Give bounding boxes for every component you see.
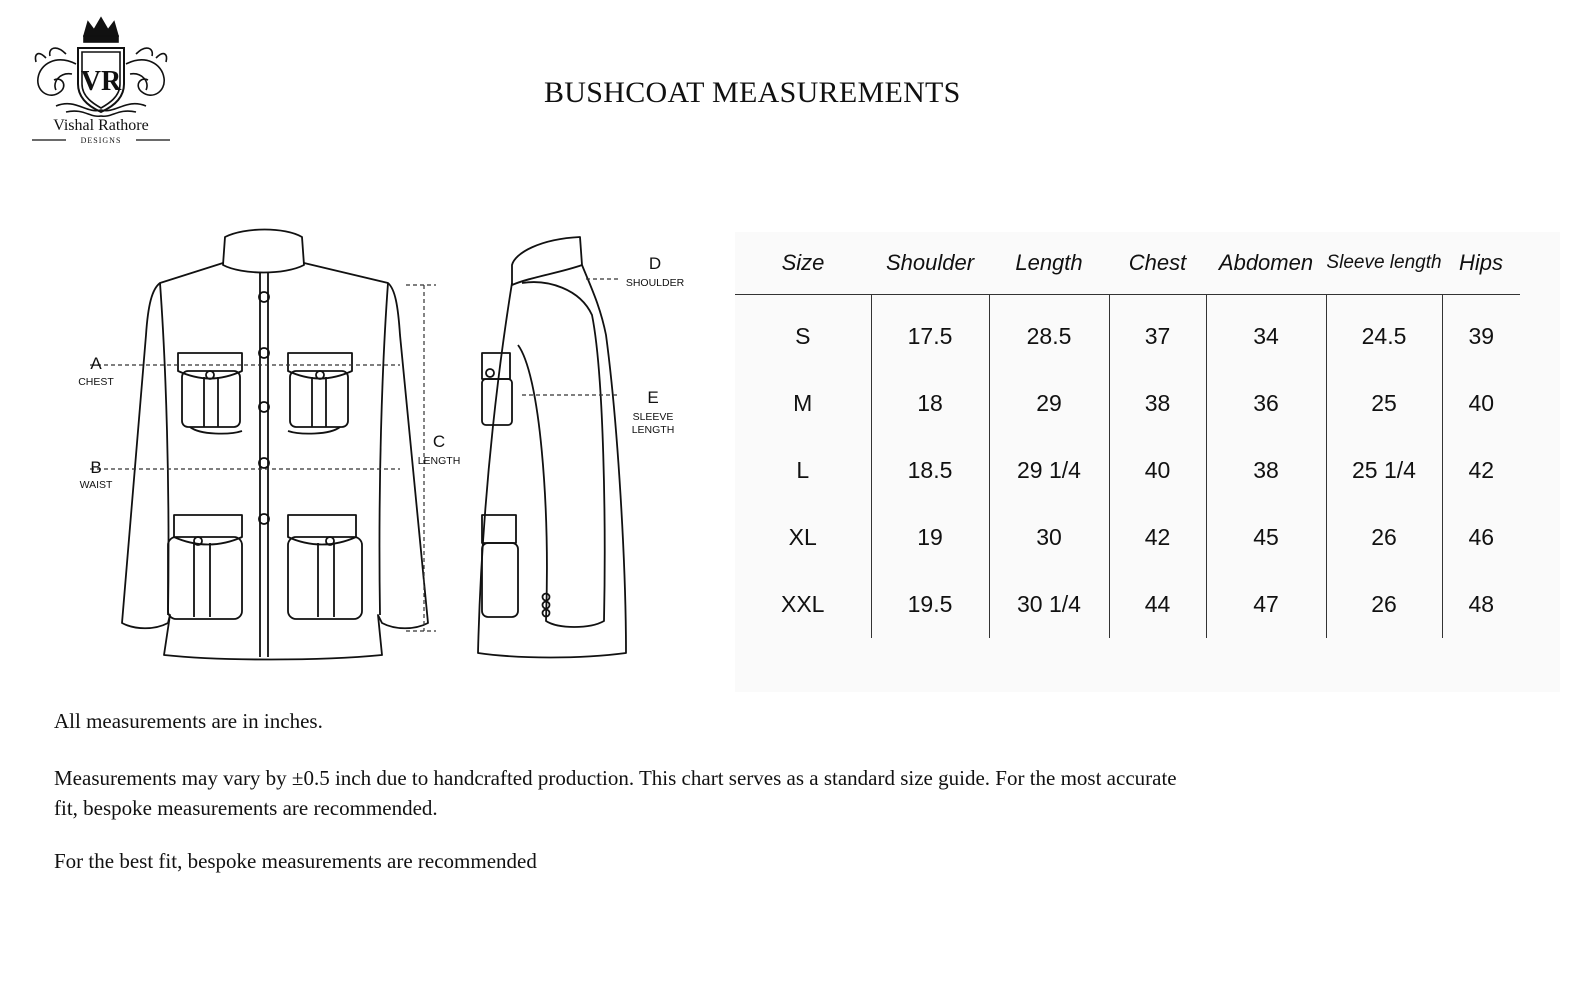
cell-hips: 48 [1468, 591, 1495, 617]
table-row [735, 370, 1520, 437]
label-d-letter: D [648, 254, 662, 273]
cell-sleeve-length: 26 [1326, 571, 1442, 638]
label-e-text-1: SLEEVE [632, 411, 674, 423]
logo-brand-name: Vishal Rathore [53, 117, 149, 134]
cell-length: 30 [989, 504, 1109, 571]
cell-shoulder: 17.5 [871, 295, 989, 371]
cell-size: L [735, 437, 871, 504]
label-c-letter: C [432, 432, 446, 451]
table-row [735, 437, 1520, 504]
header-chest: Chest [1109, 232, 1206, 295]
cell-length: 28.5 [989, 295, 1109, 371]
cell-length: 29 [989, 370, 1109, 437]
label-e-text-2: LENGTH [631, 424, 675, 436]
header-length: Length [989, 232, 1109, 295]
cell-hips: 39 [1468, 323, 1495, 349]
lower-pocket-right [288, 515, 356, 545]
label-a-text: CHEST [78, 376, 114, 388]
label-d-text: SHOULDER [625, 277, 685, 289]
cell-hips: 46 [1468, 524, 1495, 550]
bushcoat-diagram [70, 225, 710, 675]
table-row [735, 571, 1520, 638]
cell-abdomen: 47 [1206, 571, 1326, 638]
cell-shoulder: 18 [871, 370, 989, 437]
front-collar [223, 230, 304, 273]
cell-shoulder: 19 [871, 504, 989, 571]
header-sleeve-length: Sleeve length [1326, 232, 1442, 295]
units-note: All measurements are in inches. [54, 709, 323, 733]
cell-length: 29 1/4 [989, 437, 1109, 504]
label-b-letter: B [90, 458, 102, 477]
cell-chest: 42 [1109, 504, 1206, 571]
lower-pocket-left [174, 515, 242, 545]
cell-sleeve-length: 26 [1326, 504, 1442, 571]
cell-chest: 40 [1109, 437, 1206, 504]
label-a-letter: A [90, 354, 102, 373]
brand-logo [26, 14, 176, 148]
cell-chest: 44 [1109, 571, 1206, 638]
cell-sleeve-length: 25 [1326, 370, 1442, 437]
cell-sleeve-length: 24.5 [1326, 295, 1442, 371]
cell-shoulder: 18.5 [871, 437, 989, 504]
side-sleeve [518, 282, 605, 627]
chest-pocket-left [178, 353, 242, 379]
table-row [735, 504, 1520, 571]
cell-size: XXL [735, 571, 871, 638]
page-title: BUSHCOAT MEASUREMENTS [544, 76, 961, 109]
cell-abdomen: 38 [1206, 437, 1326, 504]
cell-shoulder: 19.5 [871, 571, 989, 638]
label-b-text: WAIST [79, 479, 113, 491]
size-table [735, 232, 1520, 638]
cell-size: XL [735, 504, 871, 571]
table-header-row [735, 232, 1520, 295]
cell-abdomen: 45 [1206, 504, 1326, 571]
logo-tagline: DESIGNS [80, 136, 122, 145]
cell-abdomen: 36 [1206, 370, 1326, 437]
chest-pocket-right [288, 353, 352, 379]
label-c-text: LENGTH [417, 455, 461, 467]
cell-chest: 38 [1109, 370, 1206, 437]
side-collar [512, 237, 582, 285]
cell-size: M [735, 370, 871, 437]
table-row [735, 295, 1520, 371]
size-chart [735, 232, 1560, 692]
header-abdomen: Abdomen [1206, 232, 1326, 295]
header-shoulder: Shoulder [871, 232, 989, 295]
cell-abdomen: 34 [1206, 295, 1326, 371]
header-size: Size [735, 232, 871, 295]
cell-length: 30 1/4 [989, 571, 1109, 638]
label-e-letter: E [647, 388, 659, 407]
variance-note: Measurements may vary by ±0.5 inch due to handcrafted production. This chart serves as a standard size guide. For the most accurate fit, bespoke measurements are recommended. [54, 766, 1177, 820]
cell-size: S [735, 295, 871, 371]
cell-hips: 42 [1468, 457, 1495, 483]
logo-monogram: VR [80, 66, 122, 97]
cell-hips: 40 [1468, 390, 1495, 416]
header-hips: Hips [1442, 232, 1520, 295]
cell-sleeve-length: 25 1/4 [1326, 437, 1442, 504]
bespoke-note: For the best fit, bespoke measurements are recommended [54, 849, 537, 873]
cell-chest: 37 [1109, 295, 1206, 371]
